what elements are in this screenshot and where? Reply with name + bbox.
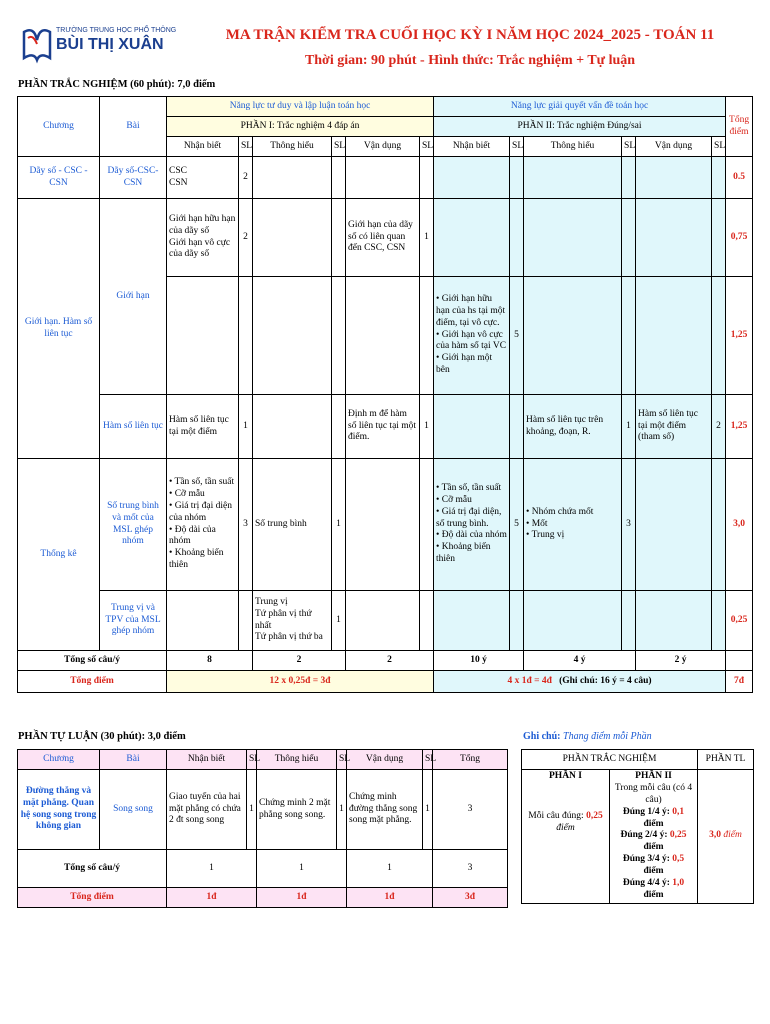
h-sl: SL <box>712 137 726 157</box>
cell-sl: 5 <box>510 459 524 591</box>
cell-vd2: Hàm số liên tục tại một điểm (tham số) <box>636 395 712 459</box>
cell-sl: 1 <box>423 770 433 850</box>
cell-nb: Hàm số liên tục tại một điểm <box>167 395 239 459</box>
h-th: Thông hiểu <box>257 750 337 770</box>
cell-empty <box>524 157 622 199</box>
list-item: • Mốt <box>526 518 548 529</box>
total-pts-label: Tổng điểm <box>18 671 167 693</box>
list-item: • Trung vị <box>526 530 565 541</box>
cell-empty <box>622 157 636 199</box>
cell-empty <box>332 199 346 277</box>
cell-empty <box>167 277 239 395</box>
total-q-label: Tổng số câu/ý <box>18 850 167 888</box>
list-item: • Nhóm chứa mốt <box>526 506 594 517</box>
bai-gioihan: Giới hạn <box>100 199 167 395</box>
h-nb: Nhận biết <box>167 750 247 770</box>
cell-sl: 3 <box>622 459 636 591</box>
chuong-thongke: Thống kê <box>18 459 100 651</box>
bai-sotrungbinh: Số trung bình và mốt của MSL ghép nhóm <box>100 459 167 591</box>
cell-empty <box>712 591 726 651</box>
note-table <box>521 749 754 904</box>
h-nb: Nhận biết <box>167 137 239 157</box>
h-sl: SL <box>420 137 434 157</box>
note-p1: PHẦN I Mỗi câu đúng: 0,25 điểm <box>522 770 610 904</box>
cell-tong: 0,25 <box>726 591 753 651</box>
total-q-nb: 8 <box>167 651 253 671</box>
h-sl: SL <box>239 137 253 157</box>
cell-empty <box>622 591 636 651</box>
total-pts-label: Tổng điểm <box>18 888 167 908</box>
list-item: • Khoảng biến thiên <box>169 548 224 571</box>
cell-sl: 1 <box>239 395 253 459</box>
cell-empty <box>622 199 636 277</box>
part1-table <box>17 96 753 693</box>
bai-dayso: Dãy số-CSC-CSN <box>100 157 167 199</box>
h-p1: PHẦN I: Trắc nghiệm 4 đáp án <box>167 117 434 137</box>
cell-empty <box>636 459 712 591</box>
h-vd: Vận dụng <box>636 137 712 157</box>
cell-tong: 0.5 <box>726 157 753 199</box>
cell-tong: 3,0 <box>726 459 753 591</box>
cell-empty <box>346 277 420 395</box>
cell-empty <box>332 395 346 459</box>
total-q-th: 2 <box>253 651 346 671</box>
bai-songsong: Song song <box>100 770 167 850</box>
cell-empty <box>434 591 510 651</box>
cell-tong: 3 <box>433 770 508 850</box>
total-q-nb2: 10 ý <box>434 651 524 671</box>
cell-empty <box>253 395 332 459</box>
cell-empty <box>524 199 622 277</box>
h-sl: SL <box>332 137 346 157</box>
cell-empty <box>636 591 712 651</box>
cell-empty <box>712 199 726 277</box>
h-tong: Tổng điểm <box>726 97 753 157</box>
total-q-vd2: 2 ý <box>636 651 726 671</box>
cell-nb: Giao tuyến của hai mặt phẳng có chứa 2 đt song song <box>167 770 247 850</box>
cell-empty <box>332 277 346 395</box>
cell-vd: Giới hạn của dãy số có liên quan đến CSC, CSN <box>346 199 420 277</box>
chuong-gioihan: Giới hạn. Hàm số liên tục <box>18 199 100 459</box>
cell-th: Chứng minh 2 mặt phẳng song song. <box>257 770 337 850</box>
total-q-th: 1 <box>257 850 347 888</box>
h-nl2: Năng lực giải quyết vấn đề toán học <box>434 97 726 117</box>
cell-tong: 0,75 <box>726 199 753 277</box>
cell-empty <box>434 199 510 277</box>
h-vd: Vận dụng <box>346 137 420 157</box>
cell-nb2 <box>434 459 510 591</box>
cell-empty <box>726 651 753 671</box>
cell-vd: Định m để hàm số liên tục tại một điểm. <box>346 395 420 459</box>
h-chuong: Chương <box>18 97 100 157</box>
cell-nb: CSC CSN <box>167 157 239 199</box>
h-p2: PHẦN II: Trắc nghiệm Đúng/sai <box>434 117 726 137</box>
list-item: • Tần số, tần suất <box>169 477 235 487</box>
cell-th2 <box>524 459 622 591</box>
bai-hamso: Hàm số liên tục <box>100 395 167 459</box>
bai-trungvi: Trung vị và TPV của MSL ghép nhóm <box>100 591 167 651</box>
cell-empty <box>239 591 253 651</box>
cell-sl: 1 <box>332 591 346 651</box>
cell-empty <box>510 395 524 459</box>
list-item: • Cỡ mẫu <box>436 494 472 505</box>
h-nb: Nhận biết <box>434 137 510 157</box>
total-pts-p1: 12 x 0,25đ = 3đ <box>167 671 434 693</box>
cell-empty <box>253 199 332 277</box>
cell-empty <box>524 277 622 395</box>
cell-empty <box>346 157 420 199</box>
cell-th: Trung vị Tứ phân vị thứ nhất Tứ phân vị thứ ba <box>253 591 332 651</box>
total-pts-nb: 1đ <box>167 888 257 908</box>
part1-heading: PHẦN TRẮC NGHIỆM (60 phút): 7,0 điểm <box>18 79 216 90</box>
cell-nb2 <box>434 277 510 395</box>
part2-heading: PHẦN TỰ LUẬN (30 phút): 3,0 điểm <box>18 731 186 742</box>
h-nl1: Năng lực tư duy và lập luận toán học <box>167 97 434 117</box>
book-icon <box>20 24 54 64</box>
cell-tong: 1,25 <box>726 277 753 395</box>
h-bai: Bài <box>100 750 167 770</box>
cell-sl: 5 <box>510 277 524 395</box>
cell-empty <box>346 459 420 591</box>
cell-sl: 1 <box>332 459 346 591</box>
total-pts-th: 1đ <box>257 888 347 908</box>
cell-tong: 1,25 <box>726 395 753 459</box>
school-line1: TRƯỜNG TRUNG HỌC PHỔ THÔNG <box>56 27 177 34</box>
h-bai: Bài <box>100 97 167 157</box>
h-sl: SL <box>510 137 524 157</box>
cell-empty <box>420 157 434 199</box>
cell-empty <box>636 199 712 277</box>
cell-empty <box>420 459 434 591</box>
h-sl: SL <box>247 750 257 770</box>
list-item: • Giá trị đại diện, số trung bình. <box>436 506 502 529</box>
total-pts-tong: 7đ <box>726 671 753 693</box>
cell-sl: 1 <box>337 770 347 850</box>
cell-empty <box>510 199 524 277</box>
total-q-label: Tổng số câu/ý <box>18 651 167 671</box>
cell-empty <box>510 591 524 651</box>
school-logo <box>20 24 177 66</box>
list-item: • Giá trị đại diện của nhóm <box>169 500 232 523</box>
h-vd: Vận dụng <box>347 750 423 770</box>
total-pts-p2: 4 x 1đ = 4đ (Ghi chú: 16 ý = 4 câu) <box>434 671 726 693</box>
cell-empty <box>636 277 712 395</box>
cell-sl: 1 <box>247 770 257 850</box>
cell-empty <box>346 591 420 651</box>
list-item: • Cỡ mẫu <box>169 488 205 499</box>
note-p2: PHẦN II Trong mỗi câu (có 4 câu) Đúng 1/4 ý: 0,1 điểm Đúng 2/4 ý: 0,25 điểm Đúng 3/4 ý: 0,5 điểm Đúng 4/4 ý: 1,0 điểm <box>610 770 698 904</box>
total-pts-tong: 3đ <box>433 888 508 908</box>
cell-sl: 1 <box>420 199 434 277</box>
part2-table <box>17 749 508 908</box>
cell-sl: 2 <box>239 157 253 199</box>
cell-empty <box>253 157 332 199</box>
h-sl: SL <box>423 750 433 770</box>
h-sl: SL <box>337 750 347 770</box>
cell-empty <box>239 277 253 395</box>
note-tl: 3,0 điểm <box>698 770 754 904</box>
total-q-vd: 1 <box>347 850 433 888</box>
cell-empty <box>524 591 622 651</box>
total-q-th2: 4 ý <box>524 651 636 671</box>
cell-sl: 1 <box>622 395 636 459</box>
cell-empty <box>167 591 239 651</box>
list-item: • Độ dài của nhóm <box>436 530 507 541</box>
cell-empty <box>712 277 726 395</box>
cell-sl: 2 <box>239 199 253 277</box>
cell-empty <box>622 277 636 395</box>
page-title: MA TRẬN KIỂM TRA CUỐI HỌC KỲ I NĂM HỌC 2024_2025 - TOÁN 11 <box>225 27 715 43</box>
note-h2: PHẦN TL <box>698 750 754 770</box>
cell-sl: 1 <box>420 395 434 459</box>
total-q-vd: 2 <box>346 651 434 671</box>
school-name: BÙI THỊ XUÂN <box>56 36 164 53</box>
list-item: • Giới hạn vô cực của hàm số tại VC <box>436 329 507 352</box>
list-item: • Tần số, tần suất <box>436 482 502 493</box>
note-label: Ghi chú: Thang điểm mỗi Phần <box>523 731 652 742</box>
list-item: • Khoảng biến thiên <box>436 542 491 565</box>
list-item: • Độ dài của nhóm <box>169 524 216 547</box>
total-q-nb: 1 <box>167 850 257 888</box>
total-q-tong: 3 <box>433 850 508 888</box>
cell-empty <box>712 459 726 591</box>
h-th: Thông hiểu <box>524 137 622 157</box>
cell-empty <box>420 591 434 651</box>
cell-empty <box>510 157 524 199</box>
page-subtitle: Thời gian: 90 phút - Hình thức: Trắc nghiệm + Tự luận <box>304 53 636 68</box>
cell-empty <box>253 277 332 395</box>
cell-sl: 3 <box>239 459 253 591</box>
h-sl: SL <box>622 137 636 157</box>
cell-empty <box>636 157 712 199</box>
total-pts-vd: 1đ <box>347 888 433 908</box>
cell-empty <box>434 157 510 199</box>
cell-nb <box>167 459 239 591</box>
cell-empty <box>434 395 510 459</box>
list-item: • Giới hạn một bên <box>436 353 493 376</box>
cell-sl: 2 <box>712 395 726 459</box>
cell-nb: Giới hạn hữu hạn của dãy số Giới hạn vô cực của dãy số <box>167 199 239 277</box>
h-th: Thông hiểu <box>253 137 332 157</box>
cell-th2: Hàm số liên tục trên khoảng, đoạn, R. <box>524 395 622 459</box>
note-h1: PHẦN TRẮC NGHIỆM <box>522 750 698 770</box>
cell-vd: Chứng minh đường thẳng song song mặt phẳng. <box>347 770 423 850</box>
list-item: • Giới hạn hữu hạn của hs tại một điểm, tại vô cực. <box>436 293 506 328</box>
cell-empty <box>712 157 726 199</box>
cell-empty <box>332 157 346 199</box>
cell-empty <box>420 277 434 395</box>
h-tong: Tổng <box>433 750 508 770</box>
chuong-songsong: Đường thẳng và mặt phẳng. Quan hệ song song trong không gian <box>18 770 100 850</box>
h-chuong: Chương <box>18 750 100 770</box>
chuong-dayso: Dãy số - CSC - CSN <box>18 157 100 199</box>
cell-th: Số trung bình <box>253 459 332 591</box>
